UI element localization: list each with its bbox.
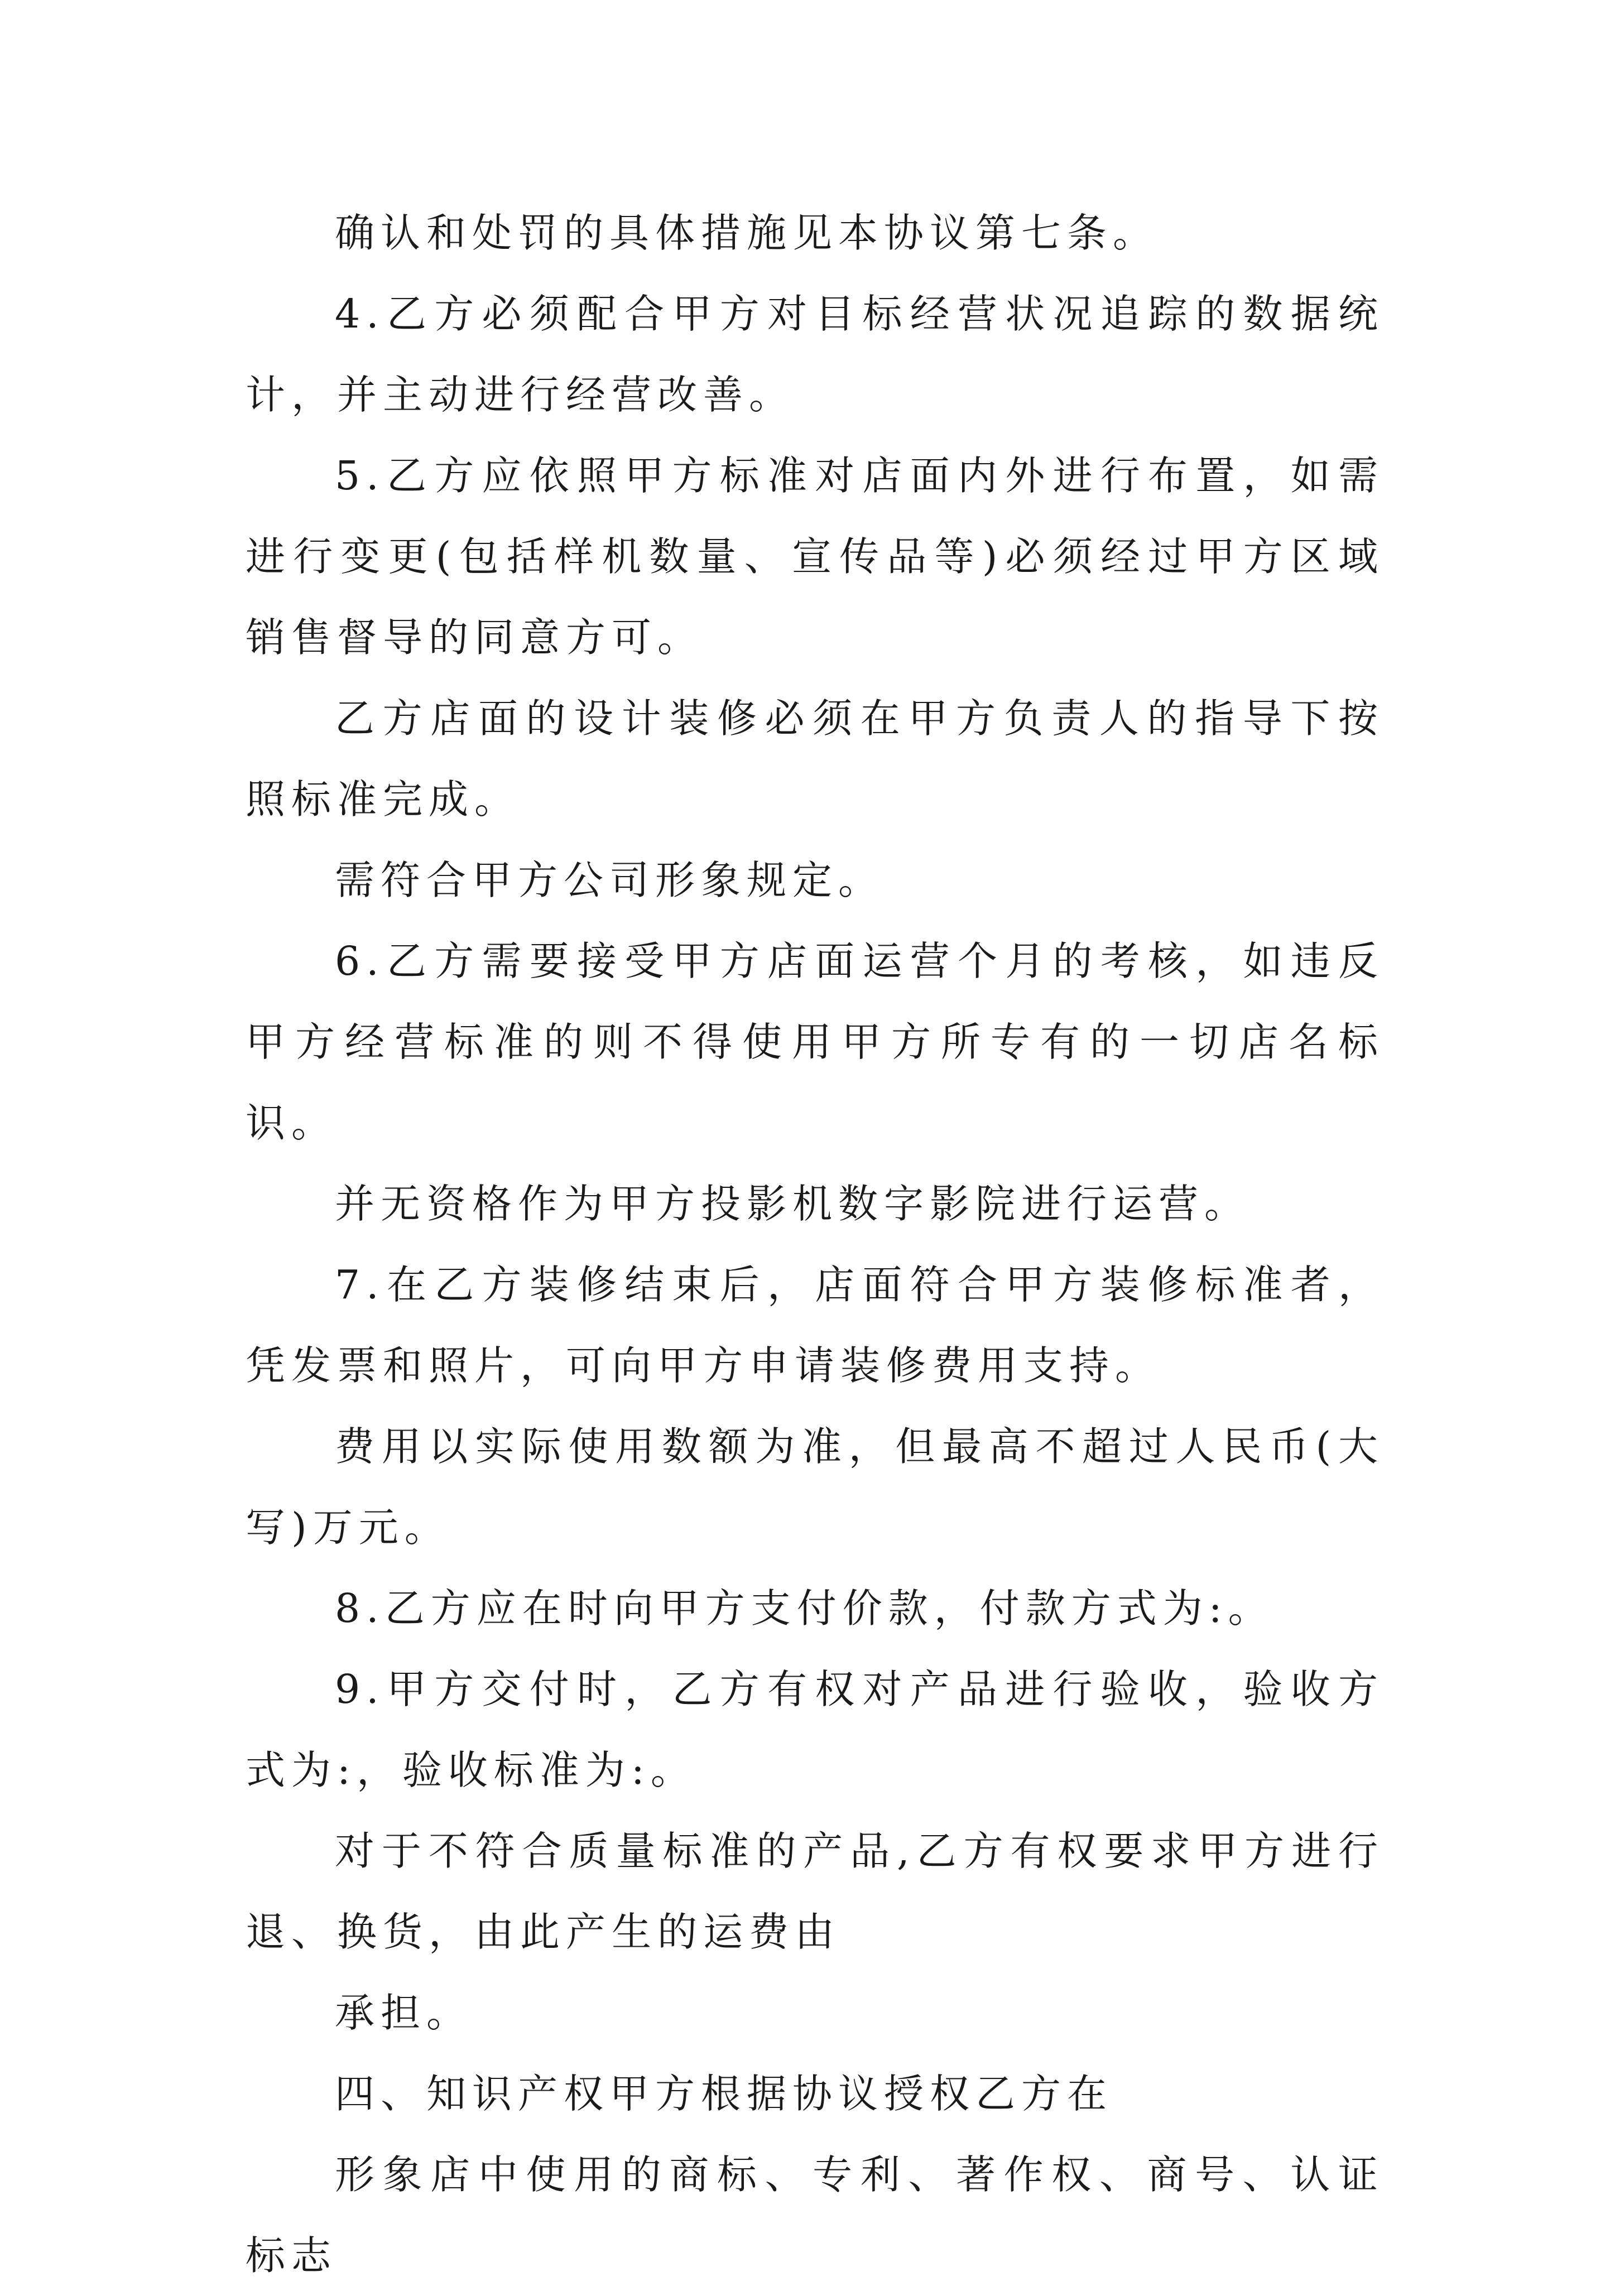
- paragraph-clause-4: 4.乙方必须配合甲方对目标经营状况追踪的数据统计，并主动进行经营改善。: [246, 291, 1384, 418]
- paragraph-bear-cost: 承担。: [335, 1990, 473, 2036]
- paragraph-clause-7: 7.在乙方装修结束后，店面符合甲方装修标准者，凭发票和照片，可向甲方申请装修费用支持。: [246, 1262, 1384, 1389]
- paragraph-section-4-heading: 四、知识产权甲方根据协议授权乙方在: [335, 2071, 1113, 2117]
- paragraph-clause-9: 9.甲方交付时，乙方有权对产品进行验收，验收方式为:，验收标准为:。: [246, 1666, 1384, 1793]
- paragraph-returns: 对于不符合质量标准的产品,乙方有权要求甲方进行退、换货，由此产生的运费由: [246, 1828, 1384, 1955]
- paragraph-cinema-qualification: 并无资格作为甲方投影机数字影院进行运营。: [335, 1181, 1251, 1227]
- paragraph-ip-usage: 形象店中使用的商标、专利、著作权、商号、认证标志: [246, 2151, 1384, 2279]
- document-body: [246, 192, 1384, 2296]
- paragraph-expense-cap: 费用以实际使用数额为准，但最高不超过人民币(大写)万元。: [246, 1423, 1384, 1551]
- paragraph-company-image: 需符合甲方公司形象规定。: [335, 857, 885, 903]
- paragraph-clause-5: 5.乙方应依照甲方标准对店面内外进行布置，如需进行变更(包括样机数量、宣传品等)必须经过甲方区域销售督导的同意方可。: [246, 453, 1384, 661]
- paragraph-penalty-reference: 确认和处罚的具体措施见本协议第七条。: [335, 210, 1159, 256]
- paragraph-clause-6: 6.乙方需要接受甲方店面运营个月的考核，如违反甲方经营标准的则不得使用甲方所专有的一切店名标识。: [246, 938, 1384, 1146]
- paragraph-store-design: 乙方店面的设计装修必须在甲方负责人的指导下按照标准完成。: [246, 695, 1384, 822]
- paragraph-clause-8: 8.乙方应在时向甲方支付价款，付款方式为:。: [335, 1585, 1274, 1631]
